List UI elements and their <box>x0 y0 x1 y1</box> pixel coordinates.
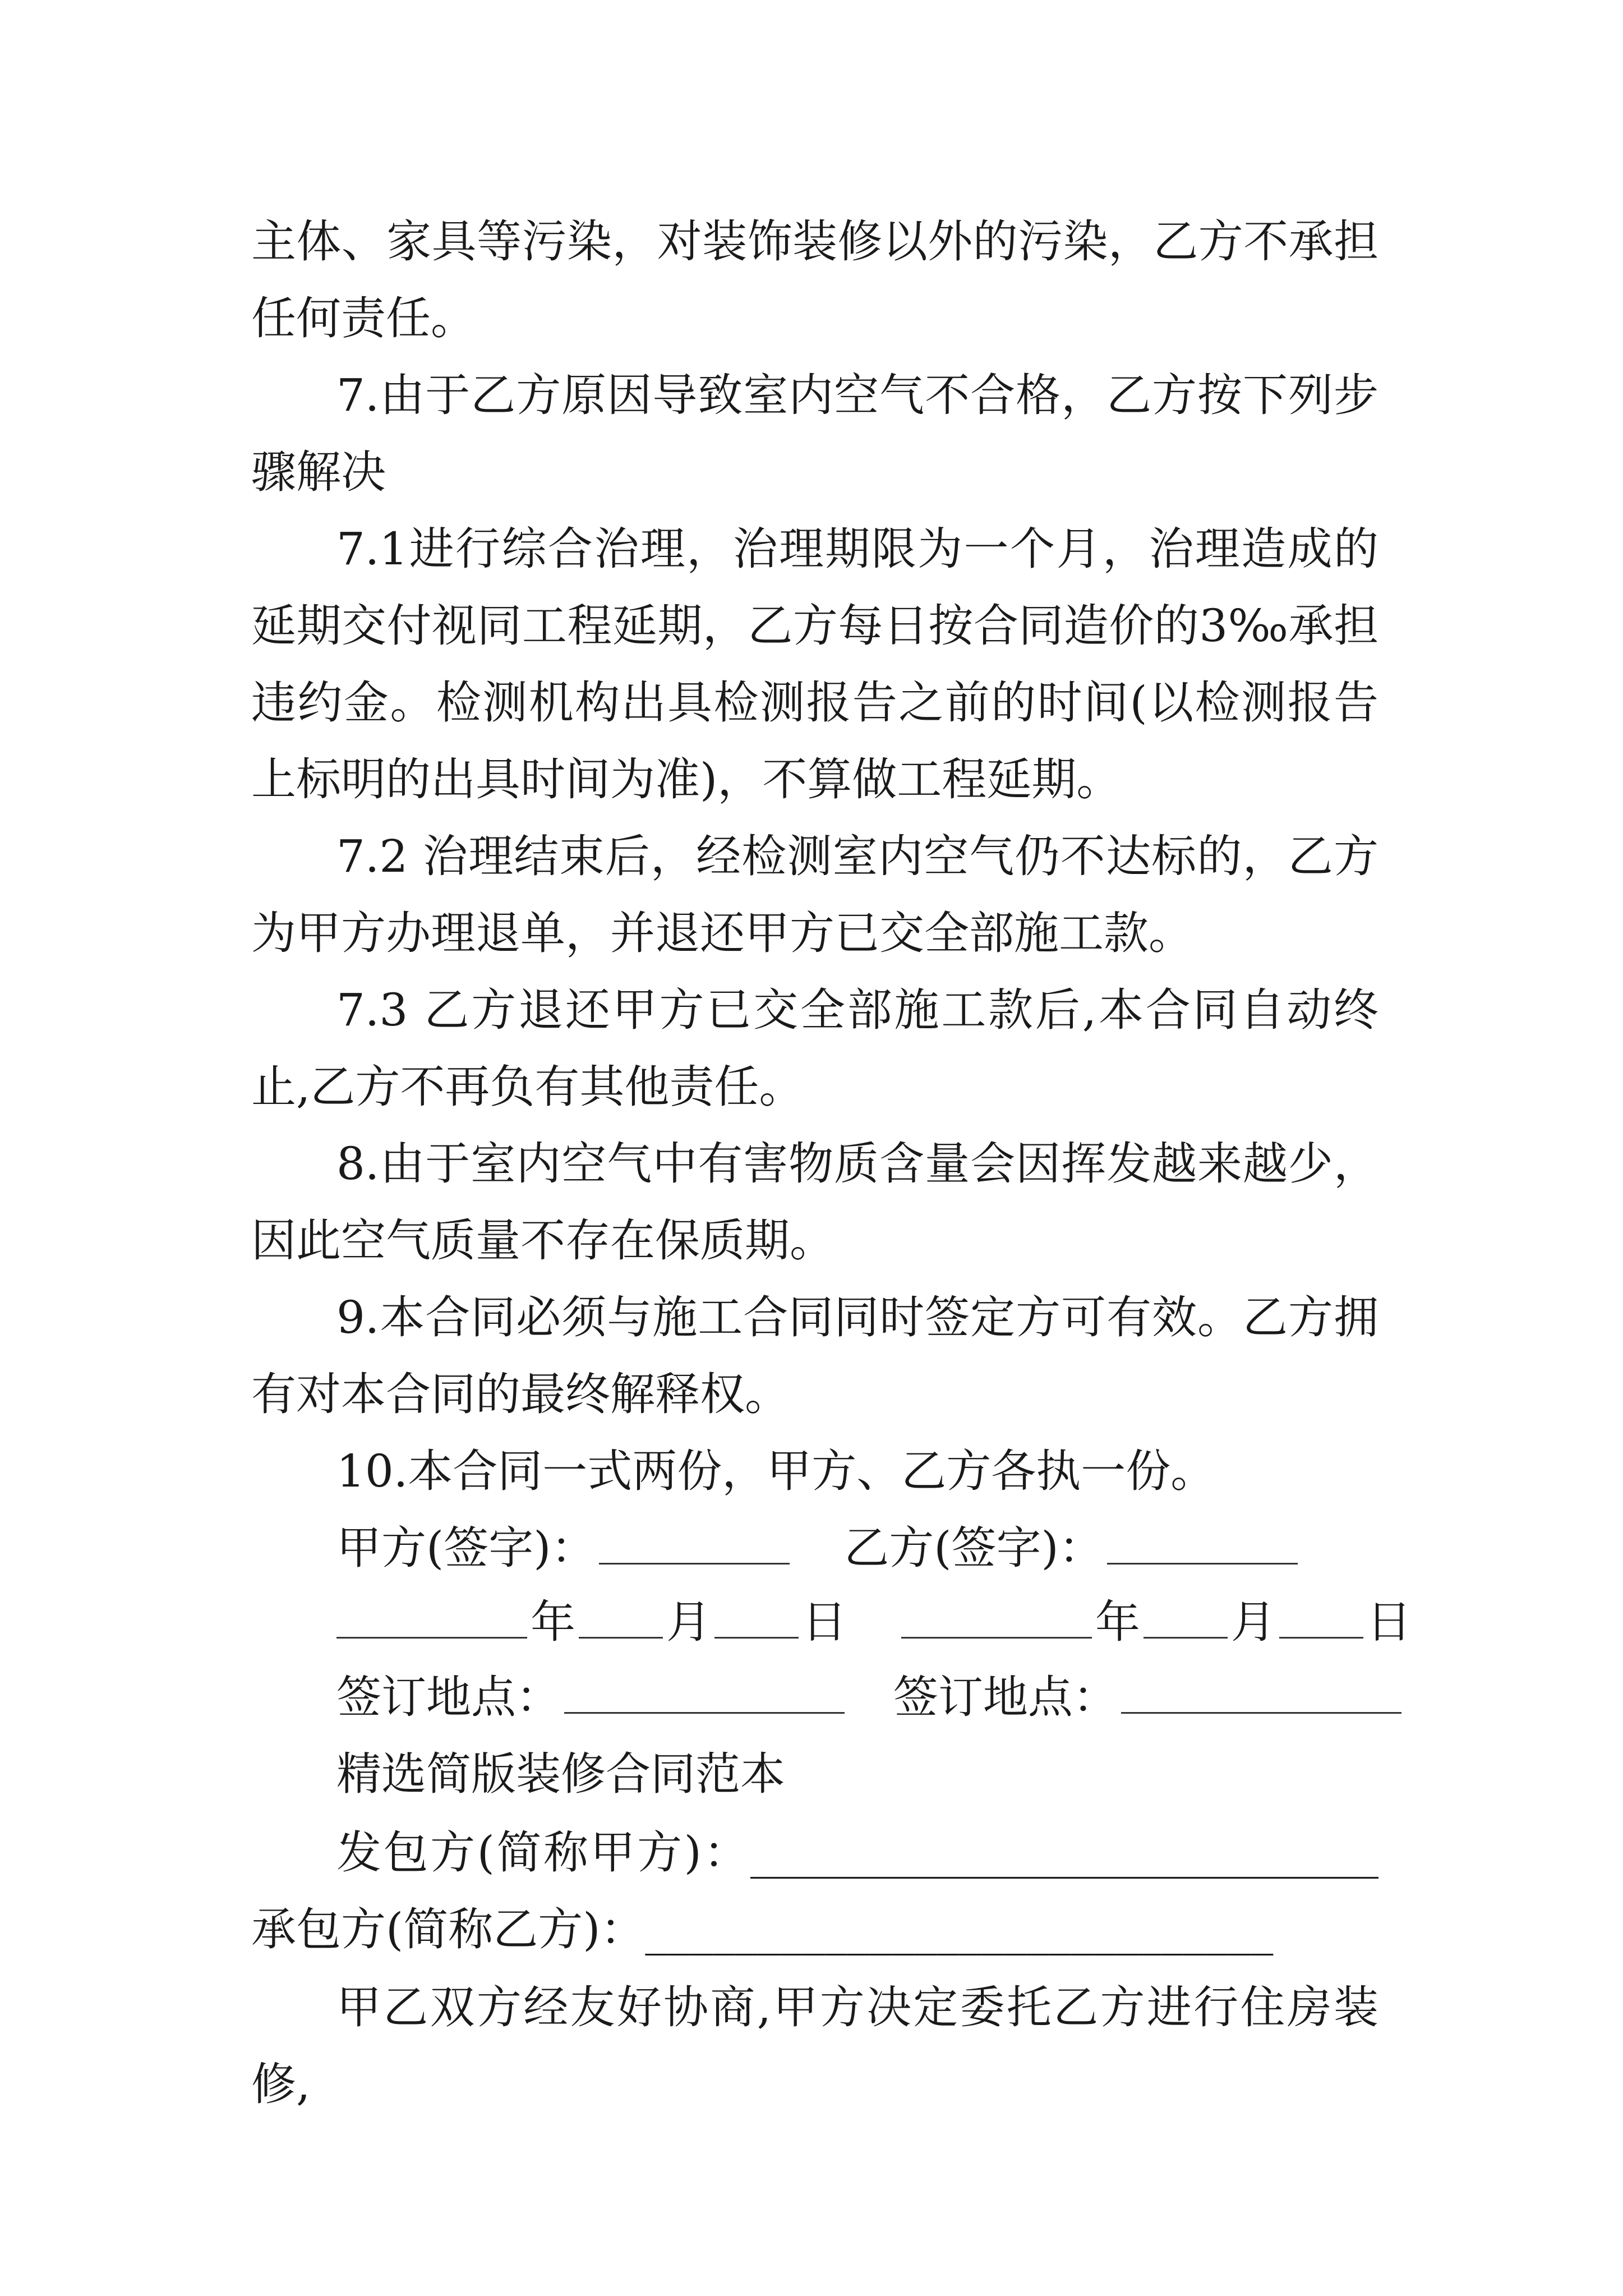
date-row <box>336 1589 1412 1656</box>
party-b-place-label: 签订地点： <box>893 1671 1118 1723</box>
party-a-month-field[interactable] <box>579 1589 663 1639</box>
party-a-year-field[interactable] <box>336 1589 527 1639</box>
contract-template-title: 精选简版装修合同范本 <box>336 1748 785 1800</box>
paragraph-clause-7-2: 7.2 治理结束后，经检测室内空气仍不达标的，乙方为甲方办理退单，并退还甲方已交全部施工款。 <box>251 830 1378 959</box>
paragraph-parties: 发包方(简称甲方)：____________________________ 承包方(简称乙方)：____________________________ <box>251 1826 1378 1955</box>
party-a-place-label: 签订地点： <box>336 1671 561 1723</box>
month-label: 月 <box>1230 1596 1276 1648</box>
paragraph-clause-7: 7.由于乙方原因导致室内空气不合格，乙方按下列步骤解决 <box>251 369 1378 498</box>
party-b-day-field[interactable] <box>1279 1589 1363 1639</box>
paragraph-clause-10: 10.本合同一式两份，甲方、乙方各执一份。 <box>336 1445 1216 1497</box>
party-a-place-field[interactable] <box>564 1664 845 1714</box>
year-label: 年 <box>531 1596 575 1648</box>
paragraph-pollution-scope: 主体、家具等污染，对装饰装修以外的污染，乙方不承担任何责任。 <box>251 215 1378 344</box>
signature-row <box>336 1515 1402 1582</box>
party-b-place-field[interactable] <box>1121 1664 1401 1714</box>
paragraph-clause-8: 8.由于室内空气中有害物质含量会因挥发越来越少，因此空气质量不存在保质期。 <box>251 1138 1378 1267</box>
paragraph-clause-9: 9.本合同必须与施工合同同时签定方可有效。乙方拥有对本合同的最终解释权。 <box>251 1291 1378 1420</box>
party-b-signature-label: 乙方(签字)： <box>844 1522 1104 1574</box>
party-b-year-field[interactable] <box>901 1589 1092 1639</box>
day-label: 日 <box>802 1596 847 1648</box>
party-a-signature-field[interactable] <box>599 1515 790 1565</box>
day-label: 日 <box>1366 1596 1412 1648</box>
year-label: 年 <box>1095 1596 1140 1648</box>
paragraph-clause-7-3: 7.3 乙方退还甲方已交全部施工款后,本合同自动终止,乙方不再负有其他责任。 <box>251 984 1378 1113</box>
signing-place-row <box>336 1664 1402 1731</box>
party-b-month-field[interactable] <box>1144 1589 1228 1639</box>
paragraph-agreement: 甲乙双方经友好协商,甲方决定委托乙方进行住房装修, <box>251 1981 1378 2110</box>
paragraph-clause-7-1: 7.1进行综合治理，治理期限为一个月，治理造成的延期交付视同工程延期，乙方每日按合同造价的3‰承担违约金。检测机构出具检测报告之前的时间(以检测报告上标明的出具时间为准)，不算做工程延期。 <box>251 523 1378 806</box>
month-label: 月 <box>666 1596 711 1648</box>
party-a-day-field[interactable] <box>714 1589 799 1639</box>
party-b-signature-field[interactable] <box>1107 1515 1298 1565</box>
party-a-signature-label: 甲方(签字)： <box>336 1522 596 1574</box>
